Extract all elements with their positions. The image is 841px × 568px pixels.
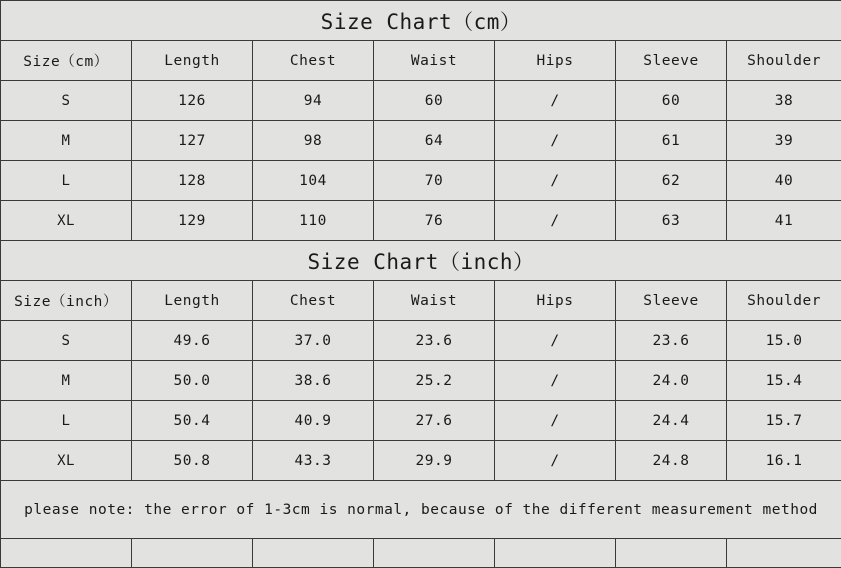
cell-shoulder: 41 (727, 201, 841, 241)
cell-hips: / (495, 201, 616, 241)
cm-chart-title-row (1, 1, 841, 41)
cell-hips: / (495, 441, 616, 481)
cell-waist: 60 (374, 81, 495, 121)
cell-chest: 40.9 (253, 401, 374, 441)
cell-chest: 98 (253, 121, 374, 161)
cell-sleeve: 23.6 (616, 321, 727, 361)
cell-waist: 29.9 (374, 441, 495, 481)
column-header-hips: Hips (495, 41, 616, 81)
column-header-chest: Chest (253, 281, 374, 321)
cell-length: 127 (132, 121, 253, 161)
column-header-size: Size（cm） (1, 41, 132, 81)
cell-shoulder: 15.4 (727, 361, 841, 401)
cell-shoulder: 15.7 (727, 401, 841, 441)
cell-size: XL (1, 201, 132, 241)
cell-chest: 110 (253, 201, 374, 241)
cell-waist: 27.6 (374, 401, 495, 441)
cell-sleeve: 24.8 (616, 441, 727, 481)
table-row (1, 361, 841, 401)
cell-size: M (1, 121, 132, 161)
column-header-length: Length (132, 41, 253, 81)
cell-waist: 76 (374, 201, 495, 241)
cell-shoulder: 16.1 (727, 441, 841, 481)
measurement-note: please note: the error of 1-3cm is normal, because of the different measurement method (1, 481, 841, 539)
column-header-shoulder: Shoulder (727, 281, 841, 321)
column-header-waist: Waist (374, 41, 495, 81)
cell-hips: / (495, 321, 616, 361)
column-header-shoulder: Shoulder (727, 41, 841, 81)
column-header-size: Size（inch） (1, 281, 132, 321)
column-header-chest: Chest (253, 41, 374, 81)
cell-length: 128 (132, 161, 253, 201)
table-row (1, 401, 841, 441)
cell-chest: 43.3 (253, 441, 374, 481)
cell-hips: / (495, 361, 616, 401)
cell-size: XL (1, 441, 132, 481)
footer-segment (1, 539, 132, 568)
cell-hips: / (495, 161, 616, 201)
cell-length: 50.8 (132, 441, 253, 481)
cell-length: 129 (132, 201, 253, 241)
table-row (1, 161, 841, 201)
cell-hips: / (495, 81, 616, 121)
cell-size: M (1, 361, 132, 401)
cell-waist: 25.2 (374, 361, 495, 401)
cell-size: L (1, 401, 132, 441)
table-row (1, 201, 841, 241)
table-row (1, 121, 841, 161)
column-header-waist: Waist (374, 281, 495, 321)
column-header-length: Length (132, 281, 253, 321)
cell-length: 126 (132, 81, 253, 121)
cell-sleeve: 61 (616, 121, 727, 161)
cell-chest: 37.0 (253, 321, 374, 361)
cell-hips: / (495, 401, 616, 441)
cell-length: 50.4 (132, 401, 253, 441)
table-row (1, 441, 841, 481)
inch-chart-title-row (1, 241, 841, 281)
cell-chest: 94 (253, 81, 374, 121)
column-header-sleeve: Sleeve (616, 41, 727, 81)
cell-sleeve: 62 (616, 161, 727, 201)
footer-segment (253, 539, 374, 568)
footer-segment (374, 539, 495, 568)
table-footer-edge (1, 539, 841, 568)
note-row (1, 481, 841, 539)
cm-chart-title: Size Chart（cm） (1, 1, 841, 41)
inch-chart-header-row (1, 281, 841, 321)
cell-size: S (1, 81, 132, 121)
cell-shoulder: 39 (727, 121, 841, 161)
table-row (1, 81, 841, 121)
table-row (1, 321, 841, 361)
cell-shoulder: 40 (727, 161, 841, 201)
cm-chart-header-row (1, 41, 841, 81)
cell-sleeve: 24.0 (616, 361, 727, 401)
cell-waist: 64 (374, 121, 495, 161)
cell-shoulder: 15.0 (727, 321, 841, 361)
cell-length: 50.0 (132, 361, 253, 401)
cell-sleeve: 24.4 (616, 401, 727, 441)
cell-waist: 70 (374, 161, 495, 201)
cell-size: L (1, 161, 132, 201)
cell-chest: 38.6 (253, 361, 374, 401)
column-header-hips: Hips (495, 281, 616, 321)
cell-sleeve: 63 (616, 201, 727, 241)
footer-segment (616, 539, 727, 568)
column-header-sleeve: Sleeve (616, 281, 727, 321)
cell-waist: 23.6 (374, 321, 495, 361)
footer-segment (727, 539, 841, 568)
cell-chest: 104 (253, 161, 374, 201)
cell-length: 49.6 (132, 321, 253, 361)
footer-segment (132, 539, 253, 568)
inch-chart-title: Size Chart（inch） (1, 241, 841, 281)
cell-size: S (1, 321, 132, 361)
footer-segment (495, 539, 616, 568)
cell-shoulder: 38 (727, 81, 841, 121)
cell-hips: / (495, 121, 616, 161)
cell-sleeve: 60 (616, 81, 727, 121)
